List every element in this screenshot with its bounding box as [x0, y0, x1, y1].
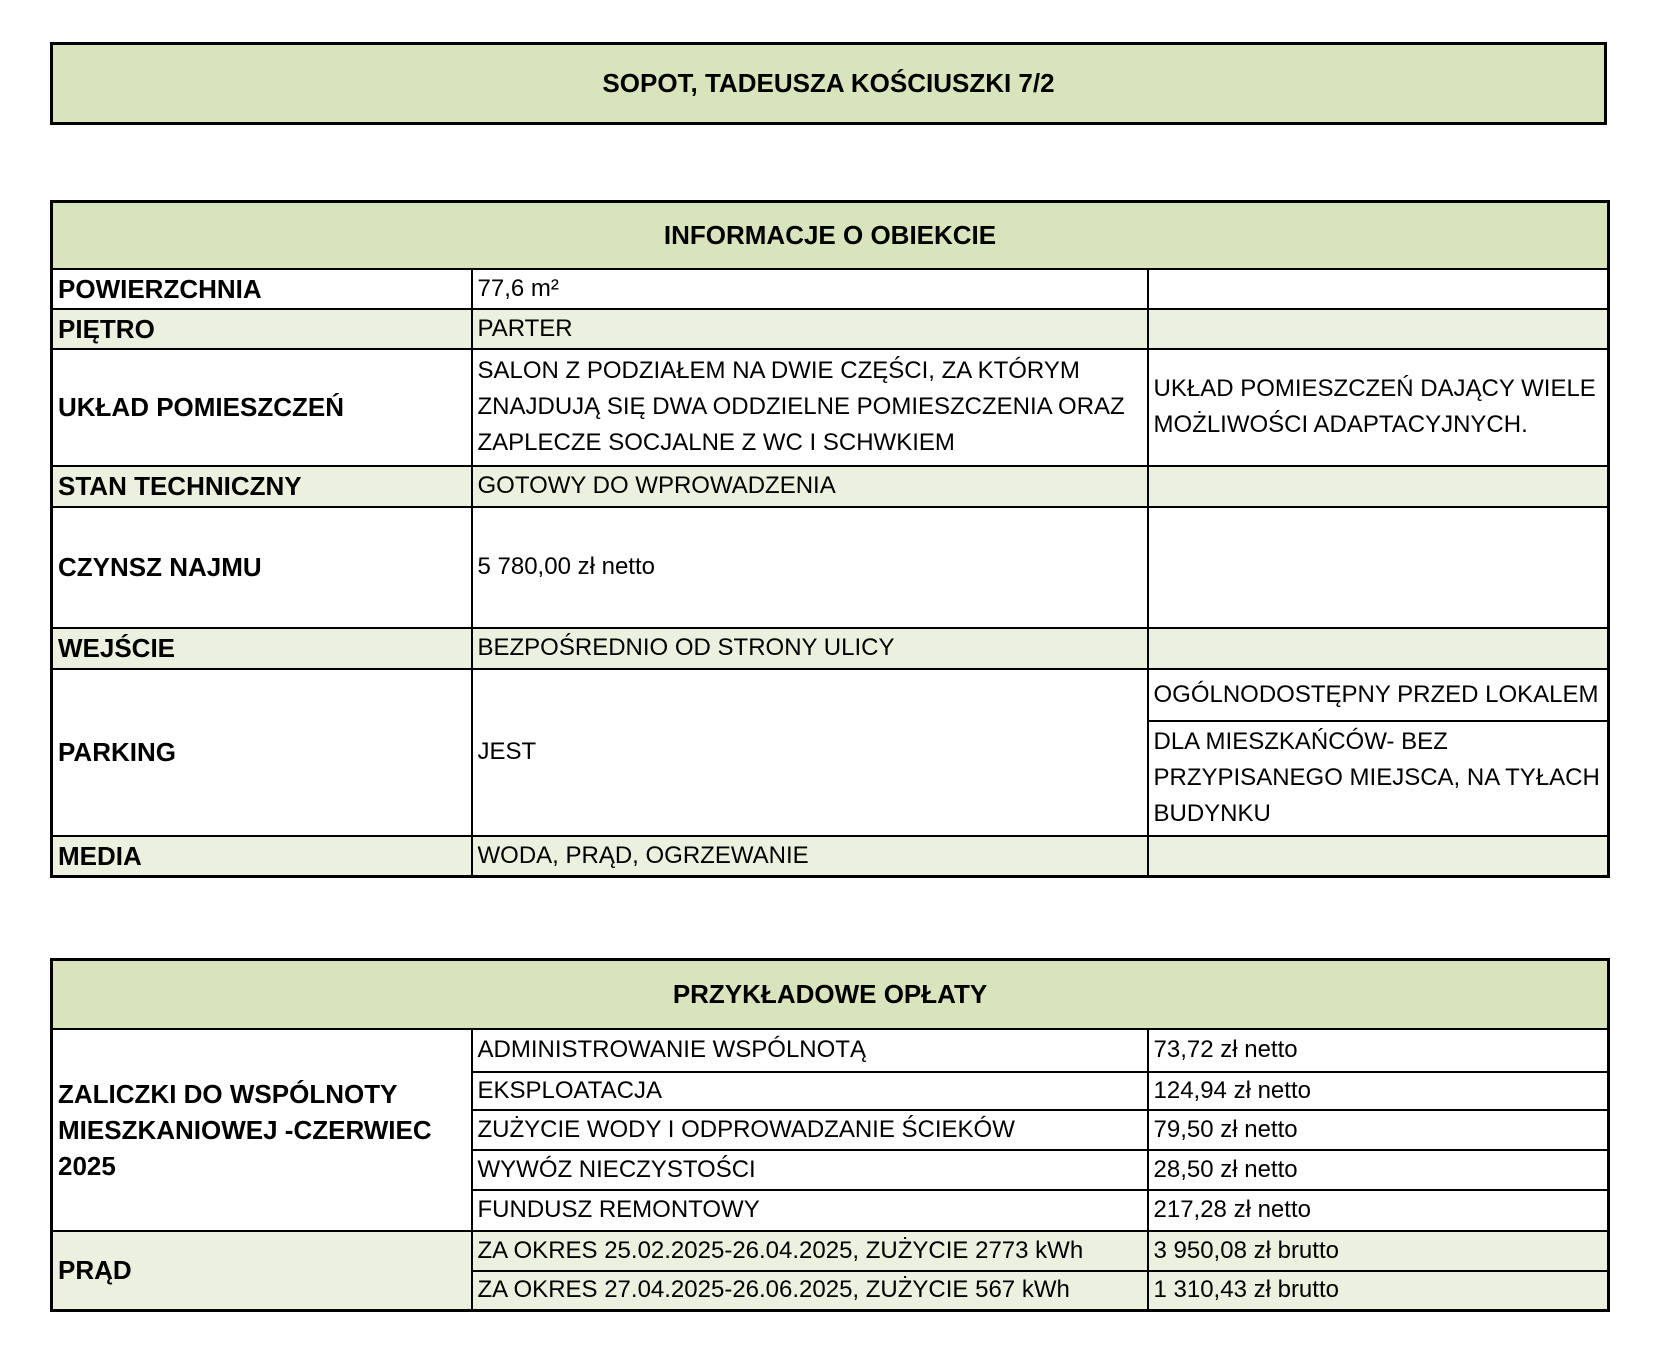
note-media	[1148, 836, 1609, 877]
label-uklad: UKŁAD POMIESZCZEŃ	[52, 349, 472, 466]
electricity-amount: 1 310,43 zł brutto	[1148, 1271, 1609, 1311]
fee-row	[52, 1029, 1609, 1072]
label-czynsz: CZYNSZ NAJMU	[52, 507, 472, 628]
label-wejscie: WEJŚCIE	[52, 628, 472, 669]
note-czynsz	[1148, 507, 1609, 628]
row-czynsz	[52, 507, 1609, 628]
label-stan: STAN TECHNICZNY	[52, 466, 472, 507]
value-parking: JEST	[472, 669, 1148, 836]
row-uklad	[52, 349, 1609, 466]
value-czynsz: 5 780,00 zł netto	[472, 507, 1148, 628]
electricity-period: ZA OKRES 25.02.2025-26.04.2025, ZUŻYCIE 2773 kWh	[472, 1231, 1148, 1271]
value-stan: GOTOWY DO WPROWADZENIA	[472, 466, 1148, 507]
fee-amount: 73,72 zł netto	[1148, 1029, 1609, 1072]
fee-name: ADMINISTROWANIE WSPÓLNOTĄ	[472, 1029, 1148, 1072]
community-fees-label: ZALICZKI DO WSPÓLNOTY MIESZKANIOWEJ -CZERWIEC 2025	[52, 1029, 472, 1231]
note-uklad: UKŁAD POMIESZCZEŃ DAJĄCY WIELE MOŻLIWOŚCI ADAPTACYJNYCH.	[1148, 349, 1609, 466]
fee-amount: 28,50 zł netto	[1148, 1150, 1609, 1190]
label-pietro: PIĘTRO	[52, 309, 472, 349]
row-pietro	[52, 309, 1609, 349]
note-parking-residents: DLA MIESZKAŃCÓW- BEZ PRZYPISANEGO MIEJSCA, NA TYŁACH BUDYNKU	[1148, 721, 1609, 836]
object-info-table	[50, 200, 1610, 878]
row-wejscie	[52, 628, 1609, 669]
note-stan	[1148, 466, 1609, 507]
note-powierzchnia	[1148, 269, 1609, 309]
note-parking-public: OGÓLNODOSTĘPNY PRZED LOKALEM	[1148, 669, 1609, 721]
fee-amount: 79,50 zł netto	[1148, 1110, 1609, 1150]
fee-name: WYWÓZ NIECZYSTOŚCI	[472, 1150, 1148, 1190]
fee-amount: 124,94 zł netto	[1148, 1072, 1609, 1110]
note-pietro	[1148, 309, 1609, 349]
value-uklad: SALON Z PODZIAŁEM NA DWIE CZĘŚCI, ZA KTÓRYM ZNAJDUJĄ SIĘ DWA ODDZIELNE POMIESZCZENIA ORAZ ZAPLECZE SOCJALNE Z WC I SCHWKIEM	[472, 349, 1148, 466]
fee-name: ZUŻYCIE WODY I ODPROWADZANIE ŚCIEKÓW	[472, 1110, 1148, 1150]
fee-amount: 217,28 zł netto	[1148, 1190, 1609, 1231]
note-wejscie	[1148, 628, 1609, 669]
fee-name: FUNDUSZ REMONTOWY	[472, 1190, 1148, 1231]
value-powierzchnia: 77,6 m²	[472, 269, 1148, 309]
label-media: MEDIA	[52, 836, 472, 877]
label-powierzchnia: POWIERZCHNIA	[52, 269, 472, 309]
value-wejscie: BEZPOŚREDNIO OD STRONY ULICY	[472, 628, 1148, 669]
fees-table	[50, 958, 1610, 1312]
fees-header: PRZYKŁADOWE OPŁATY	[52, 960, 1609, 1029]
row-media	[52, 836, 1609, 877]
fee-name: EKSPLOATACJA	[472, 1072, 1148, 1110]
row-parking	[52, 669, 1609, 721]
row-powierzchnia	[52, 269, 1609, 309]
value-media: WODA, PRĄD, OGRZEWANIE	[472, 836, 1148, 877]
electricity-period: ZA OKRES 27.04.2025-26.06.2025, ZUŻYCIE 567 kWh	[472, 1271, 1148, 1311]
object-info-header: INFORMACJE O OBIEKCIE	[52, 202, 1609, 269]
electricity-row	[52, 1231, 1609, 1271]
row-stan	[52, 466, 1609, 507]
document-title: SOPOT, TADEUSZA KOŚCIUSZKI 7/2	[50, 42, 1607, 125]
value-pietro: PARTER	[472, 309, 1148, 349]
electricity-label: PRĄD	[52, 1231, 472, 1311]
label-parking: PARKING	[52, 669, 472, 836]
electricity-amount: 3 950,08 zł brutto	[1148, 1231, 1609, 1271]
